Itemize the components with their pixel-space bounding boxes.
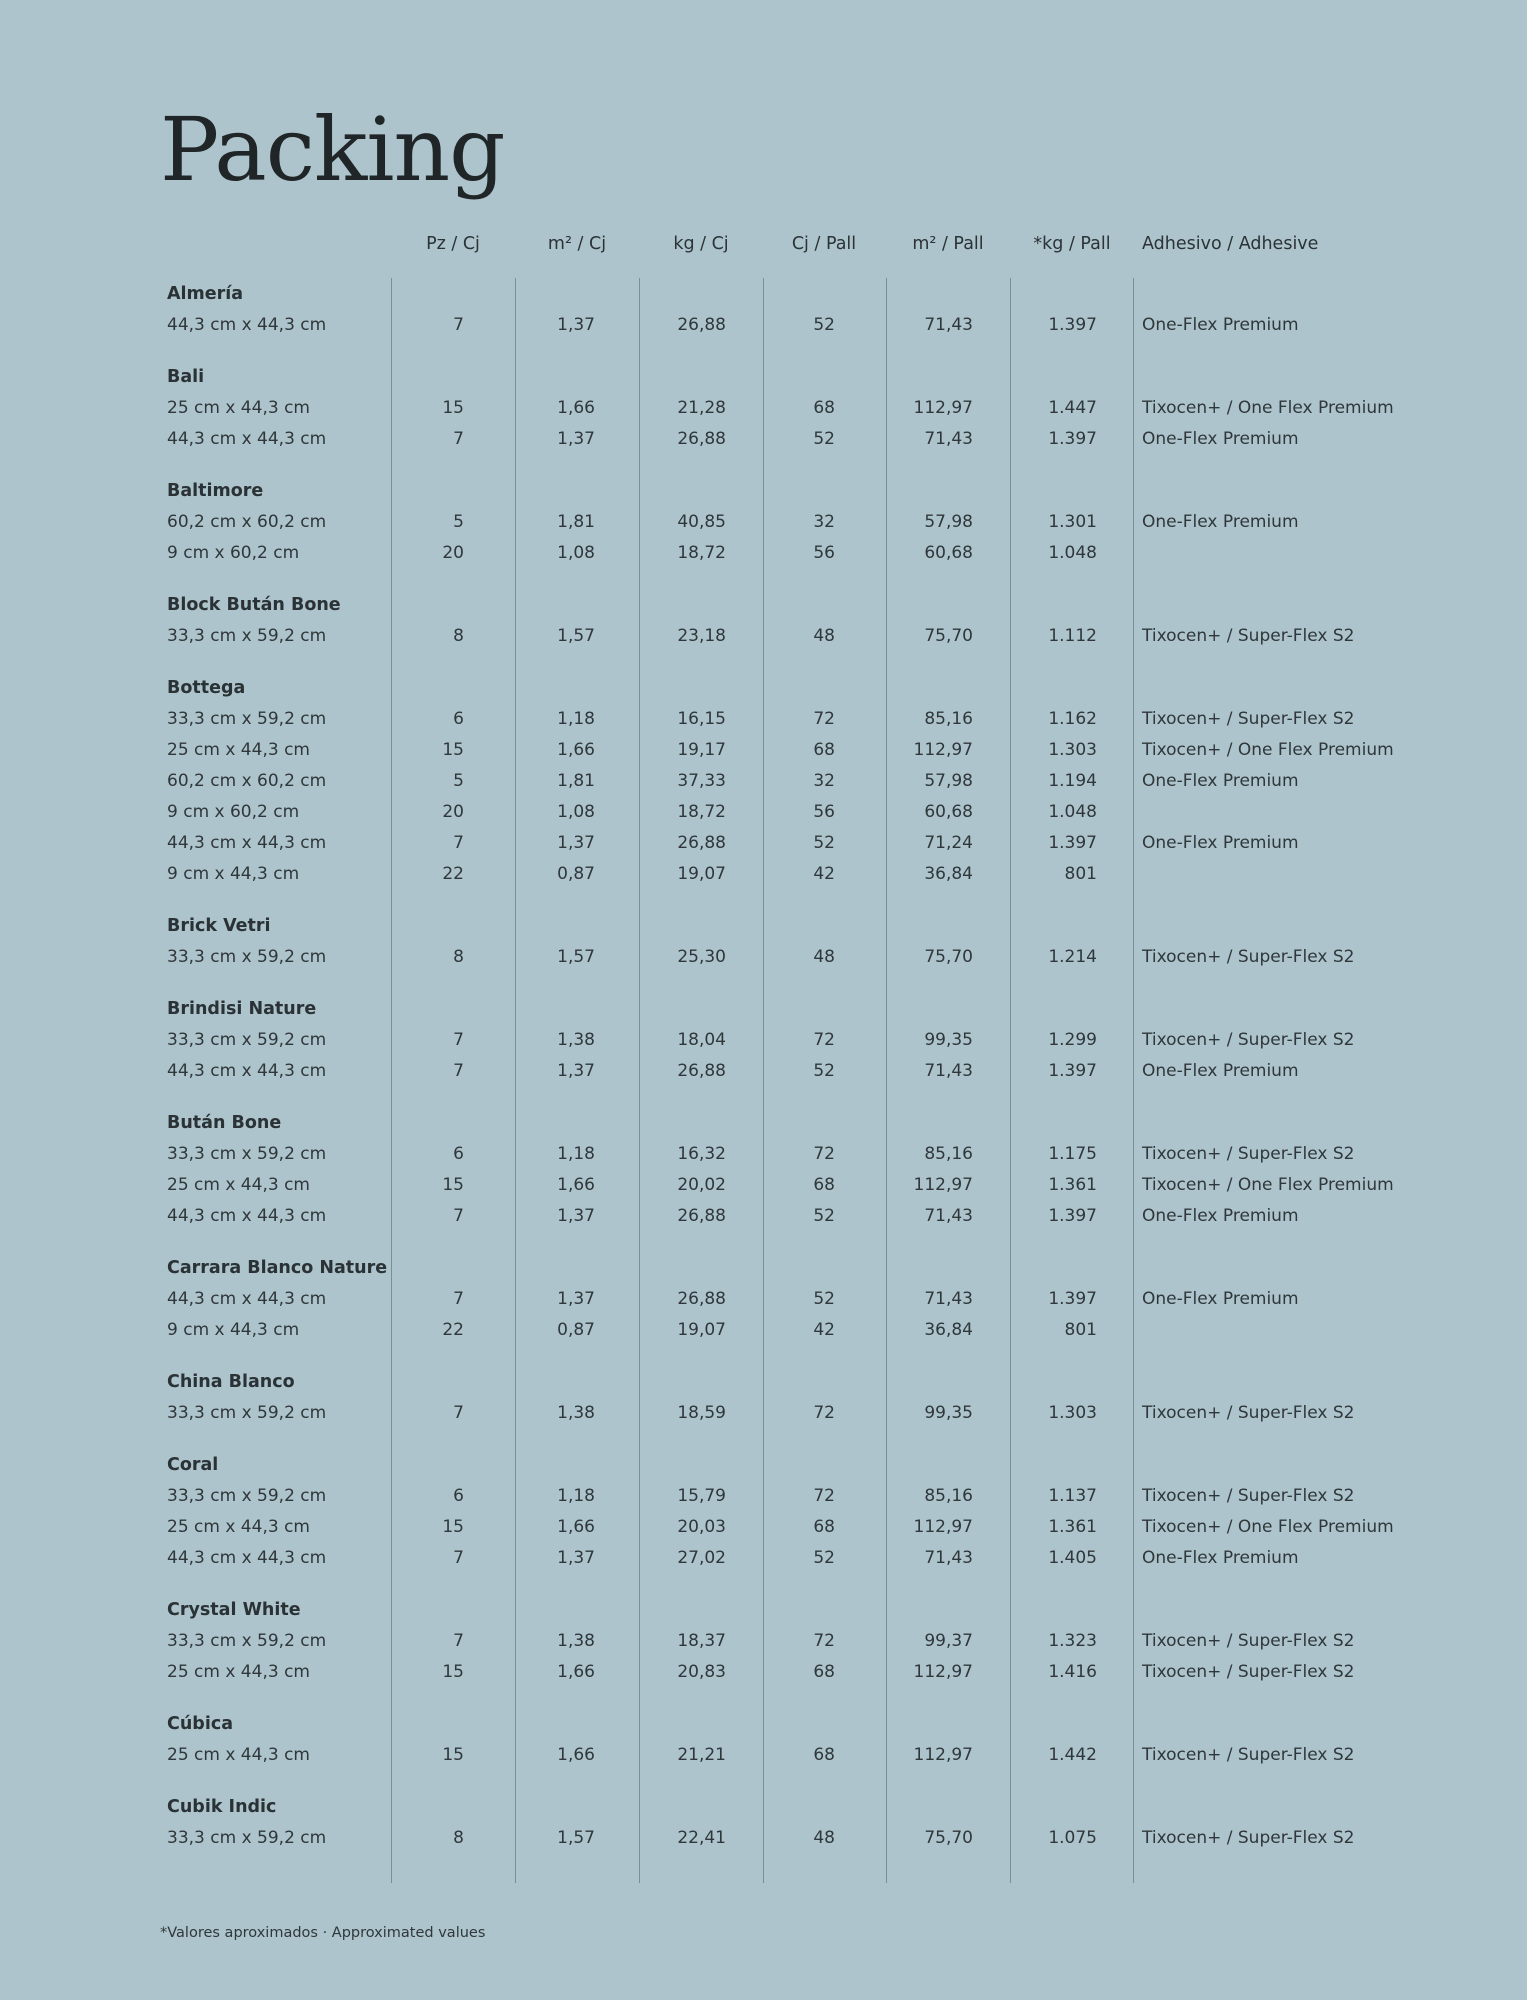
- product-size: 9 cm x 44,3 cm: [167, 1320, 300, 1340]
- cell-m2-cj: 1,81: [557, 512, 595, 532]
- cell-kg-pall: 1.447: [1048, 398, 1097, 418]
- cell-kg-cj: 19,17: [677, 740, 726, 760]
- cell-m2-pall: 99,37: [924, 1631, 973, 1651]
- cell-cj-pall: 68: [813, 1517, 835, 1537]
- cell-kg-cj: 25,30: [677, 947, 726, 967]
- cell-kg-cj: 16,15: [677, 709, 726, 729]
- cell-m2-pall: 71,43: [924, 1206, 973, 1226]
- cell-cj-pall: 56: [813, 543, 835, 563]
- product-size: 25 cm x 44,3 cm: [167, 1517, 310, 1537]
- product-size: 9 cm x 60,2 cm: [167, 802, 300, 822]
- cell-kg-pall: 1.303: [1048, 740, 1097, 760]
- cell-m2-cj: 1,66: [557, 398, 595, 418]
- product-size: 44,3 cm x 44,3 cm: [167, 1289, 327, 1309]
- cell-cj-pall: 68: [813, 1175, 835, 1195]
- product-size: 60,2 cm x 60,2 cm: [167, 512, 327, 532]
- product-size: 25 cm x 44,3 cm: [167, 1175, 310, 1195]
- cell-kg-cj: 23,18: [677, 626, 726, 646]
- cell-adhesive: Tixocen+ / One Flex Premium: [1142, 1517, 1394, 1537]
- cell-m2-cj: 0,87: [557, 864, 595, 884]
- cell-cj-pall: 48: [813, 1828, 835, 1848]
- cell-pz-cj: 7: [453, 429, 464, 449]
- cell-kg-cj: 20,03: [677, 1517, 726, 1537]
- cell-m2-cj: 1,81: [557, 771, 595, 791]
- header-m2-pall: m² / Pall: [912, 234, 984, 254]
- cell-cj-pall: 68: [813, 740, 835, 760]
- cell-adhesive: Tixocen+ / One Flex Premium: [1142, 740, 1394, 760]
- cell-kg-pall: 1.361: [1048, 1517, 1097, 1537]
- cell-m2-pall: 112,97: [913, 740, 973, 760]
- cell-cj-pall: 72: [813, 1631, 835, 1651]
- header-kg-cj: kg / Cj: [673, 234, 729, 254]
- cell-m2-pall: 71,43: [924, 315, 973, 335]
- cell-cj-pall: 48: [813, 626, 835, 646]
- cell-pz-cj: 7: [453, 1206, 464, 1226]
- cell-adhesive: Tixocen+ / Super-Flex S2: [1142, 1403, 1355, 1423]
- cell-cj-pall: 52: [813, 833, 835, 853]
- cell-kg-pall: 801: [1064, 864, 1097, 884]
- product-size: 25 cm x 44,3 cm: [167, 740, 310, 760]
- cell-cj-pall: 42: [813, 864, 835, 884]
- column-divider: [886, 278, 887, 1883]
- cell-m2-pall: 36,84: [924, 1320, 973, 1340]
- cell-adhesive: Tixocen+ / Super-Flex S2: [1142, 1631, 1355, 1651]
- cell-adhesive: Tixocen+ / One Flex Premium: [1142, 398, 1394, 418]
- cell-kg-cj: 18,04: [677, 1030, 726, 1050]
- cell-m2-cj: 1,57: [557, 947, 595, 967]
- cell-cj-pall: 52: [813, 1061, 835, 1081]
- cell-m2-pall: 71,43: [924, 1548, 973, 1568]
- cell-kg-cj: 18,37: [677, 1631, 726, 1651]
- product-name: China Blanco: [167, 1372, 295, 1392]
- product-size: 25 cm x 44,3 cm: [167, 398, 310, 418]
- cell-pz-cj: 7: [453, 1061, 464, 1081]
- cell-pz-cj: 15: [442, 398, 464, 418]
- cell-kg-pall: 1.397: [1048, 1206, 1097, 1226]
- cell-kg-pall: 801: [1064, 1320, 1097, 1340]
- cell-pz-cj: 8: [453, 626, 464, 646]
- cell-kg-cj: 20,83: [677, 1662, 726, 1682]
- cell-m2-pall: 36,84: [924, 864, 973, 884]
- cell-pz-cj: 20: [442, 802, 464, 822]
- cell-pz-cj: 7: [453, 833, 464, 853]
- cell-adhesive: One-Flex Premium: [1142, 833, 1299, 853]
- cell-cj-pall: 72: [813, 709, 835, 729]
- cell-cj-pall: 52: [813, 1289, 835, 1309]
- product-name: Bali: [167, 367, 205, 387]
- cell-m2-cj: 1,66: [557, 1517, 595, 1537]
- cell-kg-pall: 1.214: [1048, 947, 1097, 967]
- product-size: 44,3 cm x 44,3 cm: [167, 1061, 327, 1081]
- cell-m2-pall: 75,70: [924, 947, 973, 967]
- product-name: Brick Vetri: [167, 916, 271, 936]
- cell-kg-cj: 18,59: [677, 1403, 726, 1423]
- column-divider: [515, 278, 516, 1883]
- cell-pz-cj: 22: [442, 864, 464, 884]
- cell-m2-cj: 1,38: [557, 1631, 595, 1651]
- header-pz-cj: Pz / Cj: [426, 234, 480, 254]
- cell-kg-cj: 21,28: [677, 398, 726, 418]
- cell-kg-pall: 1.442: [1048, 1745, 1097, 1765]
- cell-cj-pall: 48: [813, 947, 835, 967]
- cell-m2-pall: 99,35: [924, 1403, 973, 1423]
- product-size: 44,3 cm x 44,3 cm: [167, 833, 327, 853]
- cell-pz-cj: 5: [453, 512, 464, 532]
- cell-m2-cj: 1,37: [557, 833, 595, 853]
- cell-kg-cj: 26,88: [677, 1206, 726, 1226]
- cell-cj-pall: 68: [813, 1745, 835, 1765]
- cell-adhesive: Tixocen+ / Super-Flex S2: [1142, 626, 1355, 646]
- cell-adhesive: Tixocen+ / Super-Flex S2: [1142, 709, 1355, 729]
- cell-kg-pall: 1.405: [1048, 1548, 1097, 1568]
- cell-kg-cj: 18,72: [677, 802, 726, 822]
- cell-pz-cj: 7: [453, 315, 464, 335]
- product-size: 44,3 cm x 44,3 cm: [167, 429, 327, 449]
- cell-kg-cj: 26,88: [677, 429, 726, 449]
- cell-adhesive: One-Flex Premium: [1142, 512, 1299, 532]
- product-size: 33,3 cm x 59,2 cm: [167, 709, 327, 729]
- cell-pz-cj: 6: [453, 1144, 464, 1164]
- cell-kg-pall: 1.112: [1048, 626, 1097, 646]
- cell-kg-cj: 19,07: [677, 864, 726, 884]
- cell-m2-pall: 71,43: [924, 1289, 973, 1309]
- cell-m2-cj: 1,57: [557, 1828, 595, 1848]
- cell-cj-pall: 42: [813, 1320, 835, 1340]
- cell-cj-pall: 52: [813, 429, 835, 449]
- cell-m2-pall: 112,97: [913, 398, 973, 418]
- cell-kg-pall: 1.194: [1048, 771, 1097, 791]
- header-cj-pall: Cj / Pall: [791, 234, 857, 254]
- cell-kg-cj: 22,41: [677, 1828, 726, 1848]
- cell-kg-pall: 1.397: [1048, 833, 1097, 853]
- cell-adhesive: One-Flex Premium: [1142, 429, 1299, 449]
- cell-pz-cj: 8: [453, 1828, 464, 1848]
- product-name: Baltimore: [167, 481, 264, 501]
- cell-pz-cj: 7: [453, 1403, 464, 1423]
- product-size: 9 cm x 60,2 cm: [167, 543, 300, 563]
- cell-pz-cj: 6: [453, 1486, 464, 1506]
- cell-pz-cj: 6: [453, 709, 464, 729]
- cell-cj-pall: 52: [813, 1206, 835, 1226]
- cell-kg-pall: 1.361: [1048, 1175, 1097, 1195]
- cell-cj-pall: 68: [813, 1662, 835, 1682]
- cell-m2-cj: 1,66: [557, 1745, 595, 1765]
- cell-adhesive: One-Flex Premium: [1142, 771, 1299, 791]
- cell-cj-pall: 72: [813, 1144, 835, 1164]
- cell-m2-cj: 0,87: [557, 1320, 595, 1340]
- product-size: 60,2 cm x 60,2 cm: [167, 771, 327, 791]
- cell-adhesive: Tixocen+ / Super-Flex S2: [1142, 1745, 1355, 1765]
- cell-adhesive: Tixocen+ / Super-Flex S2: [1142, 1486, 1355, 1506]
- cell-kg-cj: 26,88: [677, 315, 726, 335]
- cell-adhesive: Tixocen+ / Super-Flex S2: [1142, 947, 1355, 967]
- cell-m2-cj: 1,37: [557, 1289, 595, 1309]
- cell-pz-cj: 8: [453, 947, 464, 967]
- cell-kg-pall: 1.397: [1048, 1061, 1097, 1081]
- product-size: 33,3 cm x 59,2 cm: [167, 947, 327, 967]
- cell-kg-pall: 1.397: [1048, 315, 1097, 335]
- product-size: 25 cm x 44,3 cm: [167, 1745, 310, 1765]
- product-name: Bottega: [167, 678, 246, 698]
- cell-m2-pall: 112,97: [913, 1745, 973, 1765]
- cell-m2-pall: 71,24: [924, 833, 973, 853]
- product-size: 9 cm x 44,3 cm: [167, 864, 300, 884]
- cell-cj-pall: 68: [813, 398, 835, 418]
- cell-adhesive: Tixocen+ / Super-Flex S2: [1142, 1030, 1355, 1050]
- cell-m2-pall: 99,35: [924, 1030, 973, 1050]
- cell-cj-pall: 72: [813, 1030, 835, 1050]
- cell-kg-pall: 1.301: [1048, 512, 1097, 532]
- product-size: 33,3 cm x 59,2 cm: [167, 1144, 327, 1164]
- cell-adhesive: One-Flex Premium: [1142, 1548, 1299, 1568]
- table-header: [0, 234, 1527, 264]
- cell-kg-pall: 1.162: [1048, 709, 1097, 729]
- cell-pz-cj: 5: [453, 771, 464, 791]
- cell-m2-pall: 75,70: [924, 626, 973, 646]
- cell-kg-cj: 40,85: [677, 512, 726, 532]
- cell-kg-pall: 1.048: [1048, 802, 1097, 822]
- cell-m2-cj: 1,66: [557, 1662, 595, 1682]
- cell-pz-cj: 20: [442, 543, 464, 563]
- cell-m2-pall: 112,97: [913, 1517, 973, 1537]
- cell-pz-cj: 15: [442, 740, 464, 760]
- product-name: Carrara Blanco Nature: [167, 1258, 388, 1278]
- cell-m2-cj: 1,08: [557, 543, 595, 563]
- cell-m2-cj: 1,38: [557, 1403, 595, 1423]
- product-name: Coral: [167, 1455, 219, 1475]
- cell-kg-pall: 1.048: [1048, 543, 1097, 563]
- footnote: *Valores aproximados · Approximated values: [160, 1925, 486, 1941]
- cell-kg-pall: 1.397: [1048, 1289, 1097, 1309]
- product-size: 33,3 cm x 59,2 cm: [167, 1828, 327, 1848]
- cell-kg-pall: 1.323: [1048, 1631, 1097, 1651]
- cell-kg-cj: 26,88: [677, 833, 726, 853]
- cell-kg-cj: 15,79: [677, 1486, 726, 1506]
- cell-pz-cj: 15: [442, 1745, 464, 1765]
- cell-m2-cj: 1,18: [557, 1486, 595, 1506]
- cell-m2-cj: 1,37: [557, 1061, 595, 1081]
- cell-adhesive: One-Flex Premium: [1142, 315, 1299, 335]
- cell-cj-pall: 72: [813, 1403, 835, 1423]
- cell-m2-pall: 85,16: [924, 1144, 973, 1164]
- cell-kg-cj: 37,33: [677, 771, 726, 791]
- cell-kg-cj: 26,88: [677, 1061, 726, 1081]
- cell-kg-pall: 1.075: [1048, 1828, 1097, 1848]
- cell-kg-pall: 1.397: [1048, 429, 1097, 449]
- product-size: 25 cm x 44,3 cm: [167, 1662, 310, 1682]
- header-adhesive: Adhesivo / Adhesive: [1142, 234, 1319, 254]
- cell-m2-cj: 1,18: [557, 1144, 595, 1164]
- cell-m2-cj: 1,08: [557, 802, 595, 822]
- cell-m2-cj: 1,18: [557, 709, 595, 729]
- cell-m2-pall: 85,16: [924, 709, 973, 729]
- cell-pz-cj: 7: [453, 1289, 464, 1309]
- product-size: 44,3 cm x 44,3 cm: [167, 1206, 327, 1226]
- cell-m2-cj: 1,37: [557, 429, 595, 449]
- cell-adhesive: One-Flex Premium: [1142, 1061, 1299, 1081]
- cell-m2-pall: 60,68: [924, 802, 973, 822]
- page-title: Packing: [160, 98, 505, 201]
- cell-kg-cj: 19,07: [677, 1320, 726, 1340]
- column-divider: [391, 278, 392, 1883]
- product-name: Crystal White: [167, 1600, 301, 1620]
- cell-kg-cj: 21,21: [677, 1745, 726, 1765]
- cell-cj-pall: 52: [813, 315, 835, 335]
- cell-kg-pall: 1.299: [1048, 1030, 1097, 1050]
- cell-m2-cj: 1,38: [557, 1030, 595, 1050]
- cell-m2-pall: 57,98: [924, 771, 973, 791]
- header-kg-pall: *kg / Pall: [1033, 234, 1111, 254]
- cell-cj-pall: 32: [813, 512, 835, 532]
- cell-kg-pall: 1.416: [1048, 1662, 1097, 1682]
- cell-m2-pall: 71,43: [924, 429, 973, 449]
- cell-m2-pall: 57,98: [924, 512, 973, 532]
- cell-pz-cj: 15: [442, 1662, 464, 1682]
- column-divider: [639, 278, 640, 1883]
- cell-m2-cj: 1,37: [557, 1548, 595, 1568]
- cell-kg-pall: 1.303: [1048, 1403, 1097, 1423]
- product-name: Almería: [167, 284, 244, 304]
- product-size: 33,3 cm x 59,2 cm: [167, 1030, 327, 1050]
- cell-pz-cj: 7: [453, 1030, 464, 1050]
- cell-m2-pall: 75,70: [924, 1828, 973, 1848]
- column-divider: [763, 278, 764, 1883]
- column-divider: [1133, 278, 1134, 1883]
- cell-adhesive: Tixocen+ / Super-Flex S2: [1142, 1144, 1355, 1164]
- cell-adhesive: One-Flex Premium: [1142, 1206, 1299, 1226]
- cell-m2-cj: 1,57: [557, 626, 595, 646]
- product-name: Brindisi Nature: [167, 999, 317, 1019]
- cell-cj-pall: 72: [813, 1486, 835, 1506]
- product-size: 44,3 cm x 44,3 cm: [167, 315, 327, 335]
- cell-kg-pall: 1.175: [1048, 1144, 1097, 1164]
- cell-cj-pall: 52: [813, 1548, 835, 1568]
- cell-cj-pall: 56: [813, 802, 835, 822]
- cell-m2-pall: 112,97: [913, 1662, 973, 1682]
- cell-kg-cj: 26,88: [677, 1289, 726, 1309]
- cell-m2-cj: 1,66: [557, 1175, 595, 1195]
- cell-pz-cj: 7: [453, 1548, 464, 1568]
- cell-m2-cj: 1,37: [557, 1206, 595, 1226]
- cell-pz-cj: 15: [442, 1517, 464, 1537]
- cell-adhesive: Tixocen+ / Super-Flex S2: [1142, 1828, 1355, 1848]
- cell-adhesive: One-Flex Premium: [1142, 1289, 1299, 1309]
- cell-pz-cj: 15: [442, 1175, 464, 1195]
- cell-adhesive: Tixocen+ / One Flex Premium: [1142, 1175, 1394, 1195]
- cell-pz-cj: 22: [442, 1320, 464, 1340]
- cell-cj-pall: 32: [813, 771, 835, 791]
- product-name: Cúbica: [167, 1714, 234, 1734]
- cell-kg-cj: 16,32: [677, 1144, 726, 1164]
- product-name: Block Bután Bone: [167, 595, 341, 615]
- product-size: 33,3 cm x 59,2 cm: [167, 1486, 327, 1506]
- product-size: 33,3 cm x 59,2 cm: [167, 1403, 327, 1423]
- cell-m2-pall: 85,16: [924, 1486, 973, 1506]
- cell-m2-pall: 112,97: [913, 1175, 973, 1195]
- cell-m2-cj: 1,37: [557, 315, 595, 335]
- cell-m2-cj: 1,66: [557, 740, 595, 760]
- product-size: 44,3 cm x 44,3 cm: [167, 1548, 327, 1568]
- cell-m2-pall: 71,43: [924, 1061, 973, 1081]
- cell-pz-cj: 7: [453, 1631, 464, 1651]
- cell-kg-cj: 27,02: [677, 1548, 726, 1568]
- cell-adhesive: Tixocen+ / Super-Flex S2: [1142, 1662, 1355, 1682]
- column-divider: [1010, 278, 1011, 1883]
- product-name: Bután Bone: [167, 1113, 282, 1133]
- cell-m2-pall: 60,68: [924, 543, 973, 563]
- product-size: 33,3 cm x 59,2 cm: [167, 626, 327, 646]
- product-size: 33,3 cm x 59,2 cm: [167, 1631, 327, 1651]
- product-name: Cubik Indic: [167, 1797, 277, 1817]
- cell-kg-cj: 18,72: [677, 543, 726, 563]
- header-m2-cj: m² / Cj: [547, 234, 607, 254]
- cell-kg-pall: 1.137: [1048, 1486, 1097, 1506]
- cell-kg-cj: 20,02: [677, 1175, 726, 1195]
